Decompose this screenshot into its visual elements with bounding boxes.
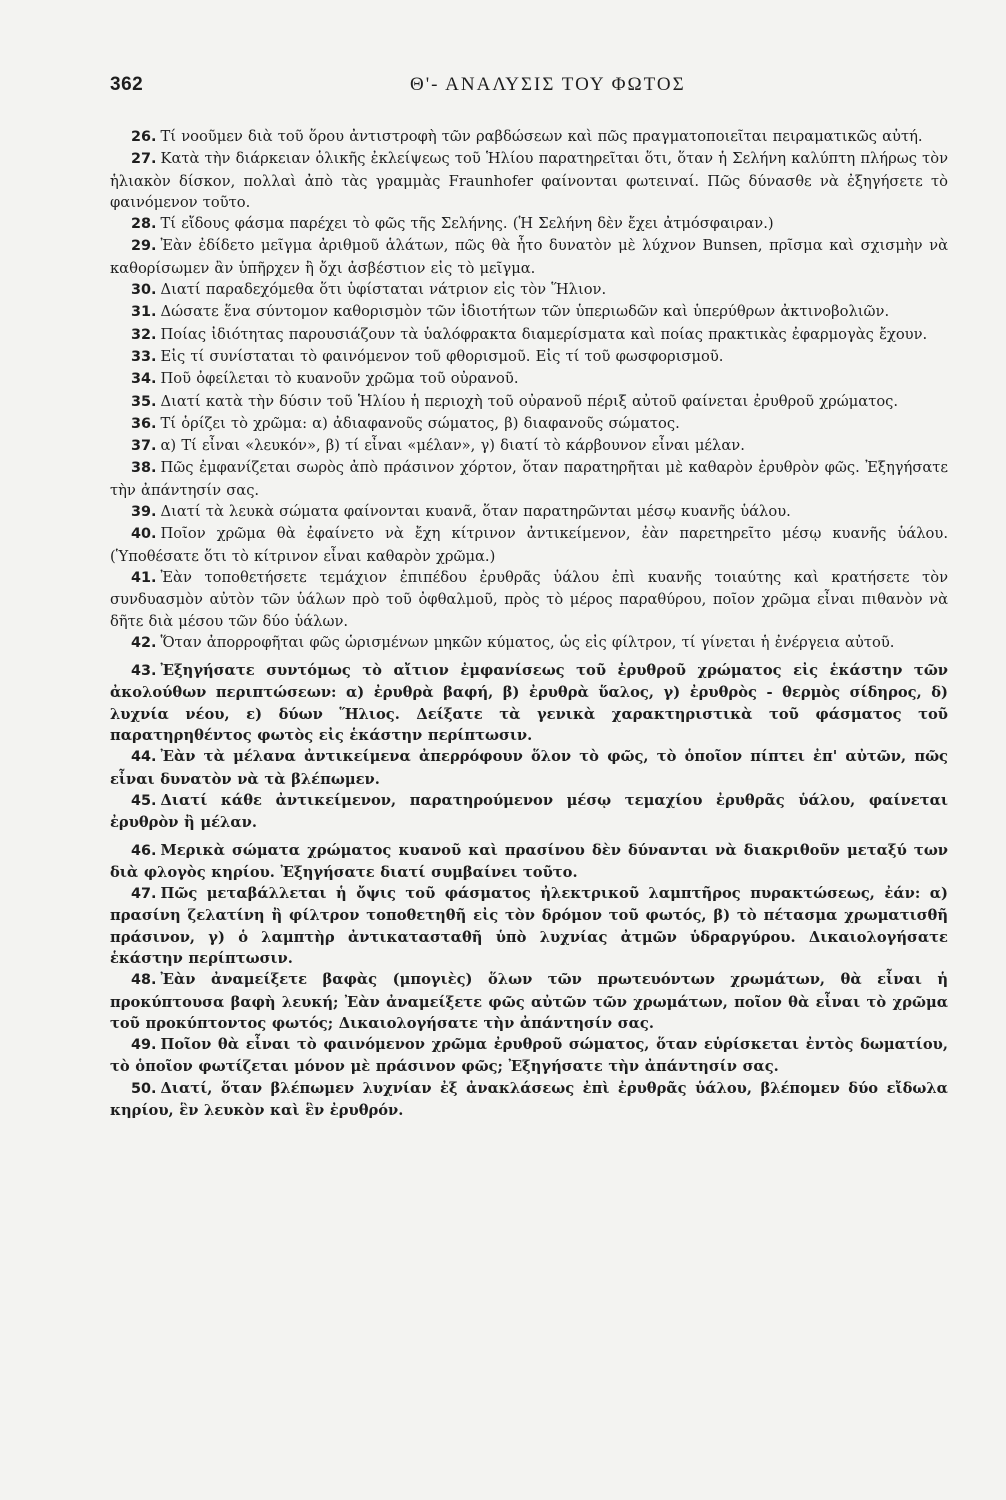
question-text: Πῶς ἐμφανίζεται σωρὸς ἀπὸ πράσινον χόρτον, ὅταν παρατηρῆται μὲ καθαρὸν ἐρυθρὸν φῶς. Ἐξηγήσατε τὴν ἀπάντησίν σας. [110, 459, 948, 499]
question-text: Διατί τὰ λευκὰ σώματα φαίνονται κυανᾶ, ὅταν παρατηρῶνται μέσῳ κυανῆς ὑάλου. [160, 503, 791, 521]
question-text: Πῶς μεταβάλλεται ἡ ὄψις τοῦ φάσματος ἠλεκτρικοῦ λαμπτῆρος πυρακτώσεως, ἐάν: α) πρασίνη ζελατίνη ἢ φίλτρον τοποθετηθῆ εἰς τὸν δρόμον τοῦ φωτός, β) τὸ πέτασμα χρωματισθῆ πράσινον, γ) ὁ λαμπτὴρ ἀντικατασταθῆ ὑπὸ λυχνίας ἀτμῶν ὑδραργύρου. Δικαιολογήσατε ἑκάστην περίπτωσιν. [110, 885, 948, 967]
question-number: 33. [131, 348, 157, 365]
question-number: 49. [131, 1037, 157, 1054]
question-text: Ὅταν ἀπορροφῆται φῶς ὡρισμένων μηκῶν κύματος, ὡς εἰς φίλτρον, τί γίνεται ἡ ἐνέργεια αὐτοῦ. [160, 633, 895, 651]
question-number: 47. [131, 886, 157, 903]
question-number: 36. [131, 415, 157, 432]
question-44 [110, 746, 948, 790]
question-41 [110, 567, 948, 632]
question-29 [110, 235, 948, 279]
question-49 [110, 1034, 948, 1078]
question-text: Δώσατε ἕνα σύντομον καθορισμὸν τῶν ἰδιοτήτων τῶν ὑπεριωδῶν καὶ ὑπερύθρων ἀκτινοβολιῶν. [160, 303, 890, 321]
question-30 [110, 279, 948, 301]
question-text: Ποῖον χρῶμα θὰ ἐφαίνετο νὰ ἔχη κίτρινον ἀντικείμενον, ἐὰν παρετηρεῖτο μέσῳ κυανῆς ὑάλου. (Ὑποθέσατε ὅτι τὸ κίτρινον εἶναι καθαρὸν χρῶμα.) [110, 525, 948, 565]
page-number: 362 [110, 74, 144, 95]
question-34 [110, 368, 948, 390]
question-text: Διατί, ὅταν βλέπωμεν λυχνίαν ἐξ ἀνακλάσεως ἐπὶ ἐρυθρᾶς ὑάλου, βλέπομεν δύο εἴδωλα κηρίου, ἓν λευκὸν καὶ ἓν ἐρυθρόν. [110, 1079, 948, 1120]
questions-list [110, 126, 948, 1121]
question-number: 44. [131, 749, 157, 766]
question-42 [110, 632, 948, 654]
question-text: Τί εἴδους φάσμα παρέχει τὸ φῶς τῆς Σελήνης. (Ἡ Σελήνη δὲν ἔχει ἀτμόσφαιραν.) [160, 215, 774, 233]
question-text: α) Τί εἶναι «λευκόν», β) τί εἶναι «μέλαν», γ) διατί τὸ κάρβουνον εἶναι μέλαν. [160, 437, 745, 455]
question-28 [110, 213, 948, 235]
question-number: 26. [131, 129, 157, 145]
question-number: 35. [131, 393, 157, 410]
question-text: Ἐὰν ἀναμείξετε βαφὰς (μπογιὲς) ὅλων τῶν πρωτευόντων χρωμάτων, θὰ εἶναι ἡ προκύπτουσα βαφὴ λευκή; Ἐὰν ἀναμείξετε φῶς αὐτῶν τῶν χρωμάτων, ποῖον θὰ εἶναι τὸ χρῶμα τοῦ προκύπτοντος φωτός; Δικαιολογήσατε τὴν ἀπάντησίν σας. [110, 971, 948, 1032]
question-33 [110, 346, 948, 368]
question-number: 28. [131, 216, 157, 233]
question-36 [110, 413, 948, 435]
question-text: Διατί κάθε ἀντικείμενον, παρατηρούμενον μέσῳ τεμαχίου ἐρυθρᾶς ὑάλου, φαίνεται ἐρυθρὸν ἢ μέλαν. [110, 791, 948, 832]
question-text: Διατί παραδεχόμεθα ὅτι ὑφίσταται νάτριον εἰς τὸν Ἥλιον. [160, 281, 607, 299]
question-number: 41. [131, 569, 157, 586]
question-48 [110, 969, 948, 1034]
question-46 [110, 840, 948, 884]
question-number: 29. [131, 238, 157, 255]
question-37 [110, 435, 948, 457]
question-40 [110, 523, 948, 567]
question-number: 42. [131, 634, 157, 651]
question-50 [110, 1078, 948, 1122]
question-text: Τί νοοῦμεν διὰ τοῦ ὅρου ἀντιστροφὴ τῶν ραβδώσεων καὶ πῶς πραγματοποιεῖται πειραματικῶς αὐτή. [160, 128, 923, 145]
question-number: 45. [131, 792, 157, 809]
question-text: Εἰς τί συνίσταται τὸ φαινόμενον τοῦ φθορισμοῦ. Εἰς τί τοῦ φωσφορισμοῦ. [160, 347, 724, 365]
question-32 [110, 324, 948, 346]
question-number: 40. [131, 526, 157, 543]
question-number: 50. [131, 1080, 157, 1097]
question-number: 43. [131, 663, 157, 680]
question-text: Ποίας ἰδιότητας παρουσιάζουν τὰ ὑαλόφρακτα διαμερίσματα καὶ ποίας πρακτικὰς ἐφαρμογὰς ἔχουν. [160, 325, 928, 343]
page-header [110, 74, 948, 104]
question-text: Διατί κατὰ τὴν δύσιν τοῦ Ἡλίου ἡ περιοχὴ τοῦ οὐρανοῦ πέριξ αὐτοῦ φαίνεται ἐρυθροῦ χρώματος. [160, 392, 899, 410]
question-number: 27. [131, 151, 157, 168]
question-number: 38. [131, 460, 157, 477]
question-35 [110, 391, 948, 413]
question-43 [110, 660, 948, 746]
question-text: Μερικὰ σώματα χρώματος κυανοῦ καὶ πρασίνου δὲν δύνανται νὰ διακριθοῦν μεταξύ των διὰ φλογὸς κηρίου. Ἐξηγήσατε διατί συμβαίνει τοῦτο. [110, 841, 948, 881]
question-27 [110, 148, 948, 213]
question-47 [110, 883, 948, 969]
question-number: 31. [131, 304, 157, 321]
question-text: Κατὰ τὴν διάρκειαν ὁλικῆς ἐκλείψεως τοῦ Ἡλίου παρατηρεῖται ὅτι, ὅταν ἡ Σελήνη καλύπτη πλήρως τὸν ἡλιακὸν δίσκον, πολλαὶ ἀπὸ τὰς γραμμὰς Fraunhofer φαίνονται φωτειναί. Πῶς δύνασθε νὰ ἐξηγήσετε τὸ φαινόμενον τοῦτο. [110, 150, 948, 211]
question-number: 48. [131, 972, 157, 989]
question-number: 32. [131, 326, 157, 343]
question-26 [110, 126, 948, 148]
question-text: Ἐὰν ἐδίδετο μεῖγμα ἀριθμοῦ ἁλάτων, πῶς θὰ ἦτο δυνατὸν μὲ λύχνον Bunsen, πρῖσμα καὶ σχισμὴν νὰ καθορίσωμεν ἂν ὑπῆρχεν ἢ ὄχι ἀσβέστιον εἰς τὸ μεῖγμα. [110, 237, 948, 277]
question-number: 39. [131, 504, 157, 521]
question-45 [110, 790, 948, 834]
question-text: Ἐὰν τὰ μέλανα ἀντικείμενα ἀπερρόφουν ὅλον τὸ φῶς, τὸ ὁποῖον πίπτει ἐπ' αὐτῶν, πῶς εἶναι δυνατὸν νὰ τὰ βλέπωμεν. [110, 748, 948, 788]
question-text: Ἐξηγήσατε συντόμως τὸ αἴτιον ἐμφανίσεως τοῦ ἐρυθροῦ χρώματος εἰς ἑκάστην τῶν ἀκολούθων περιπτώσεων: α) ἐρυθρὰ βαφή, β) ἐρυθρὰ ὕαλος, γ) ἐρυθρὸς - θερμὸς σίδηρος, δ) λυχνία νέου, ε) δύων Ἥλιος. Δείξατε τὰ γενικὰ χαρακτηριστικὰ τοῦ φάσματος τοῦ παρατηρηθέντος φωτὸς εἰς ἑκάστην περίπτωσιν. [110, 662, 948, 745]
running-title: Θ'- ΑΝΑΛΥΣΙΣ ΤΟΥ ΦΩΤΟΣ [410, 74, 686, 95]
question-number: 37. [131, 438, 157, 455]
question-number: 46. [131, 842, 157, 859]
question-text: Ποῖον θὰ εἶναι τὸ φαινόμενον χρῶμα ἐρυθροῦ σώματος, ὅταν εὑρίσκεται ἐντὸς δωματίου, τὸ ὁποῖον φωτίζεται μόνον μὲ πράσινον φῶς; Ἐξηγήσατε τὴν ἀπάντησίν σας. [110, 1036, 948, 1076]
question-text: Ἐὰν τοποθετήσετε τεμάχιον ἐπιπέδου ἐρυθρᾶς ὑάλου ἐπὶ κυανῆς τοιαύτης καὶ κρατήσετε τὸν συνδυασμὸν αὐτὸν τῶν ὑάλων πρὸ τοῦ ὀφθαλμοῦ, πρὸς τὸ μέρος παραθύρου, ποῖον χρῶμα εἶναι πιθανὸν νὰ δῆτε διὰ μέσου τῶν δύο ὑάλων. [110, 568, 948, 630]
question-31 [110, 301, 948, 323]
question-number: 34. [131, 371, 157, 388]
question-text: Ποῦ ὀφείλεται τὸ κυανοῦν χρῶμα τοῦ οὐρανοῦ. [160, 370, 519, 388]
question-39 [110, 501, 948, 523]
question-number: 30. [131, 282, 157, 299]
question-38 [110, 457, 948, 501]
question-text: Τί ὁρίζει τὸ χρῶμα: α) ἀδιαφανοῦς σώματος, β) διαφανοῦς σώματος. [160, 414, 680, 432]
